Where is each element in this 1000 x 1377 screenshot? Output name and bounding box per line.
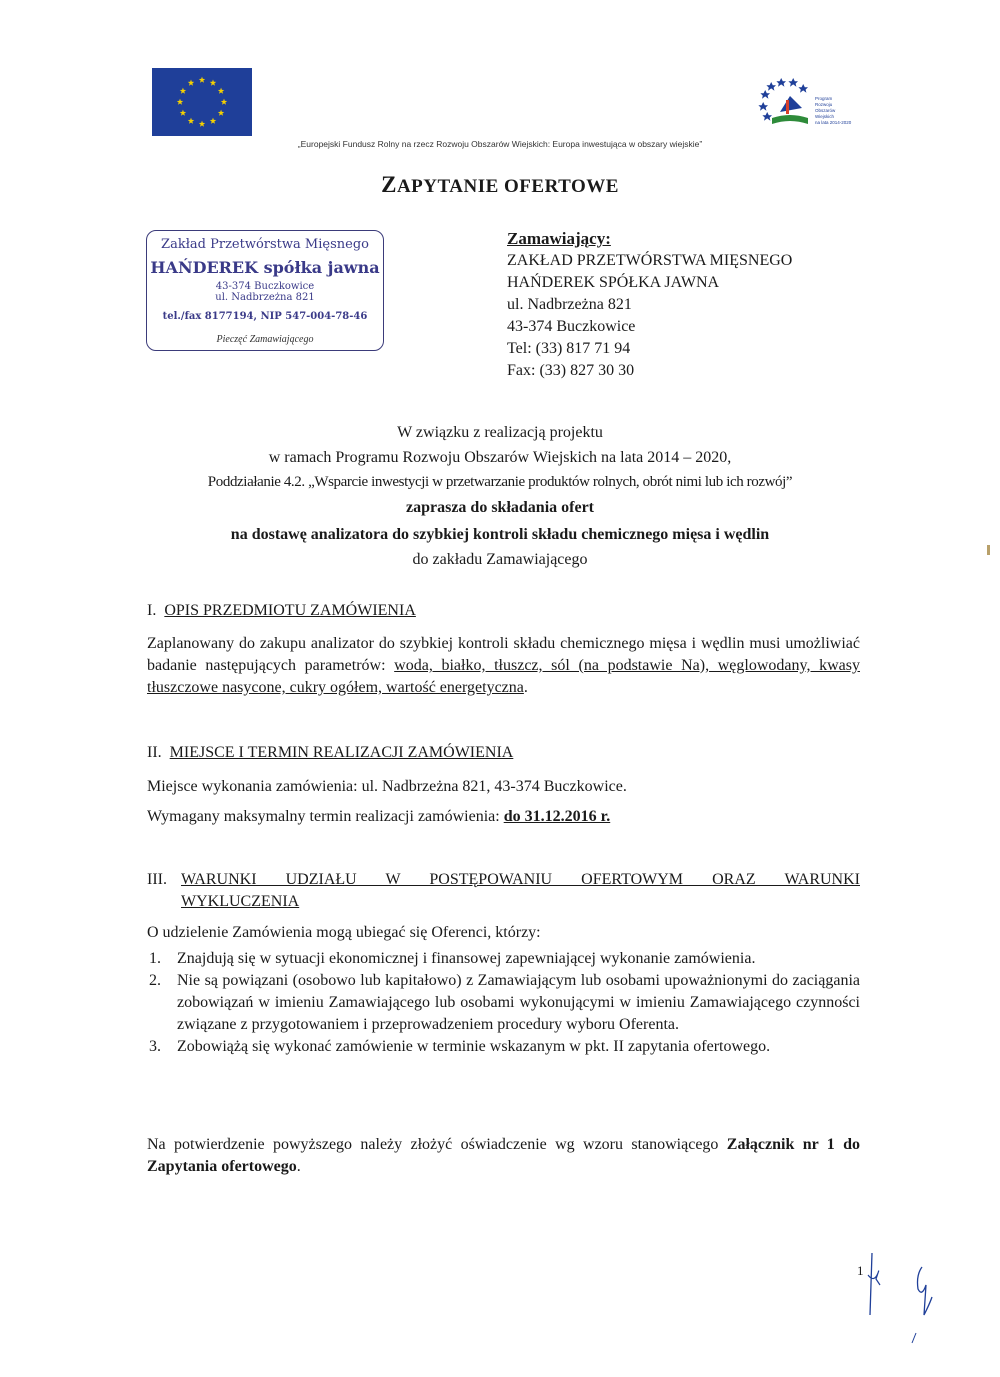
section-3-heading [147,869,860,913]
buyer-city: 43-374 Buczkowice [507,318,636,335]
stamp-line-5: tel./fax 8177194, NIP 547-004-78-46 [162,311,368,322]
list-item [147,948,860,970]
prow-program-logo [758,78,858,130]
list-item-number: 1. [149,950,161,967]
confirmation-text-a: Na potwierdzenie powyższego należy złożyć oświadczenie wg wzoru stanowiącego [147,1136,727,1153]
stamp-caption: Pieczęć Zamawiającego [216,334,314,345]
section-1-text-a: Zaplanowany do zakupu analizator do szybkiej kontroli składu chemicznego mięsa i wędlin musi umożliwiać badanie następujących parametrów: [147,635,860,674]
section-2-deadline [147,806,860,828]
intro-line-3: Poddziałanie 4.2. „Wsparcie inwestycji w przetwarzanie produktów rolnych, obrót nimi lub ich rozwój” [207,474,793,490]
section-2-heading [147,744,513,762]
deadline-label: Wymagany maksymalny termin realizacji zamówienia: [147,808,504,825]
list-item [147,1036,860,1058]
title-rest: APYTANIE OFERTOWE [396,176,619,197]
list-item-text: Nie są powiązani (osobowo lub kapitałowo) z Zamawiającym lub osobami upoważnionymi do zaciągania zobowiązań w imieniu Zamawiającego lub osobami wykonującymi w imieniu Zamawiającego czynności związane z przygotowaniem i przeprowadzeniem procedury wyboru Oferenta. [177,972,860,1033]
stamp-line-1: Zakład Przetwórstwa Mięsnego [161,237,369,252]
section-1-text-end: . [523,679,528,696]
funding-statement: „Europejski Fundusz Rolny na rzecz Rozwoju Obszarów Wiejskich: Europa inwestująca w obszary wiejskie” [297,139,703,149]
section-2-title: MIEJSCE I TERMIN REALIZACJI ZAMÓWIENIA [169,744,514,761]
intro-line-6: do zakładu Zamawiającego [412,551,588,568]
prow-logo-text-2: Rozwoju [815,102,833,107]
list-item-number: 2. [149,972,161,989]
document-title [0,172,1000,198]
buyer-name-1: ZAKŁAD PRZETWÓRSTWA MIĘSNEGO [507,252,793,269]
company-stamp [146,230,384,351]
deadline-value: do 31.12.2016 r. [503,808,611,825]
scan-mark [987,545,990,555]
list-item [147,970,860,1036]
intro-line-2: w ramach Programu Rozwoju Obszarów Wiejskich na lata 2014 – 2020, [268,449,732,466]
buyer-block [507,228,792,382]
section-2-number: II. [147,744,162,761]
section-3-title-2: WYKLUCZENIA [181,893,300,910]
page-number: 1 [857,1263,864,1278]
section-3-number: III. [147,871,167,888]
stamp-line-2: HAŃDEREK spółka jawna [150,258,380,277]
section-3-intro: O udzielenie Zamówienia mogą ubiegać się Oferenci, którzy: [147,924,541,941]
intro-line-4: zaprasza do składania ofert [406,499,594,516]
buyer-label: Zamawiający: [507,229,611,248]
title-first-letter: Z [381,172,397,197]
conditions-list [147,948,860,1058]
section-1-number: I. [147,602,157,619]
list-item-text: Zobowiążą się wykonać zamówienie w terminie wskazanym w pkt. II zapytania ofertowego. [177,1038,771,1055]
buyer-name-2: HAŃDEREK SPÓŁKA JAWNA [507,274,720,291]
stamp-line-4: ul. Nadbrzeżna 821 [215,292,315,303]
prow-logo-text-4: Wiejskich [815,114,835,119]
section-1-heading [147,602,416,620]
section-1-text [147,633,860,699]
list-item-text: Znajdują się w sytuacji ekonomicznej i finansowej zapewniającej wykonanie zamówienia. [177,950,756,967]
prow-logo-text-3: Obszarów [815,108,836,113]
section-1-title: OPIS PRZEDMIOTU ZAMÓWIENIA [164,602,416,619]
buyer-tel: Tel: (33) 817 71 94 [507,340,631,357]
intro-line-5: na dostawę analizatora do szybkiej kontroli składu chemicznego mięsa i wędlin [230,526,770,543]
section-2-place: Miejsce wykonania zamówienia: ul. Nadbrzeżna 821, 43-374 Buczkowice. [147,778,627,795]
stamp-line-3: 43-374 Buczkowice [215,281,315,292]
section-1-params: woda, białko, tłuszcz, sól (na podstawie Na), węglowodany, kwasy tłuszczowe nasycone, cukry ogółem, wartość energetyczna [147,657,860,696]
section-3-title-1: WARUNKI UDZIAŁU W POSTĘPOWANIU OFERTOWYM ORAZ WARUNKI [181,871,860,888]
confirmation-text [147,1134,860,1178]
eu-flag-logo [152,68,252,136]
intro-line-1: W związku z realizacją projektu [397,424,603,441]
buyer-street: ul. Nadbrzeżna 821 [507,296,632,313]
prow-logo-text-1: Program [815,96,833,101]
prow-logo-text-5: na lata 2014-2020 [815,120,852,125]
intro-block [100,420,900,572]
attachment-reference: Załącznik nr 1 do Zapytania ofertowego [147,1136,860,1175]
buyer-fax: Fax: (33) 827 30 30 [507,362,635,379]
confirmation-text-end: . [296,1158,301,1175]
handwritten-signature [860,1245,950,1345]
list-item-number: 3. [149,1038,161,1055]
